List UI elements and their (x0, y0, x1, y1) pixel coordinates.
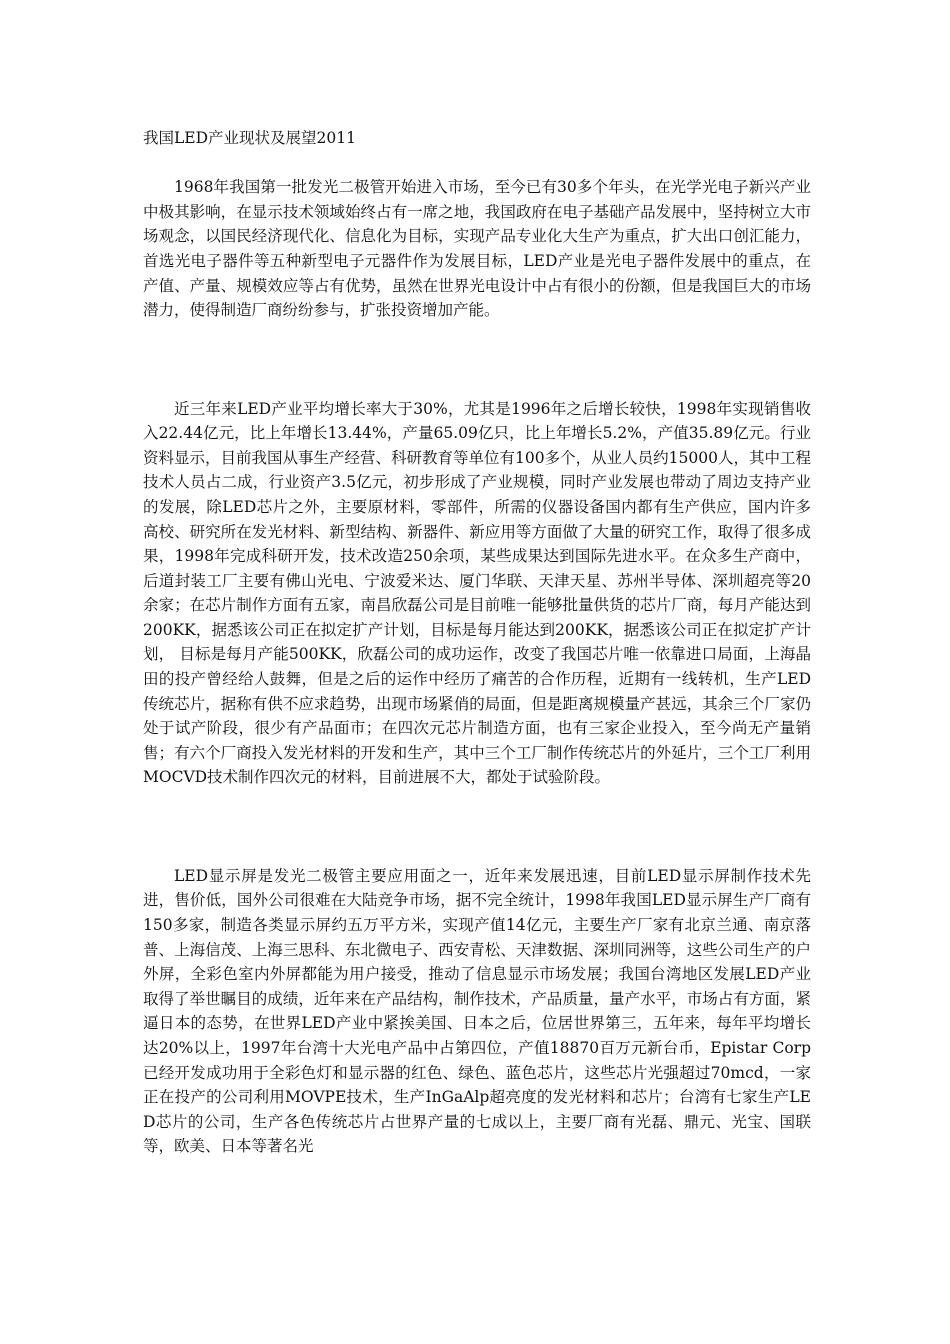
paragraph-display-screens: LED显示屏是发光二极管主要应用面之一，近年来发展迅速，目前LED显示屏制作技术先进，售价低，国外公司很难在大陆竞争市场，据不完全统计，1998年我国LED显示屏生产厂商有150多家，制造各类显示屏约五万平方米，实现产值14亿元，主要生产厂家有北京兰通、南京落普、上海信茂、上海三思科、东北微电子、西安青松、天津数据、深圳同洲等，这些公司生产的户外屏，全彩色室内外屏都能为用户接受，推动了信息显示市场发展；我国台湾地区发展LED产业取得了举世瞩目的成绩，近年来在产品结构，制作技术，产品质量，量产水平，市场占有方面，紧逼日本的态势，在世界LED产业中紧挨美国、日本之后，位居世界第三，五年来，每年平均增长达20%以上，1997年台湾十大光电产品中占第四位，产值18870百万元新台币，Epistar Corp已经开发成功用于全彩色灯和显示器的红色、绿色、蓝色芯片，这些芯片光强超过70mcd，一家正在投产的公司利用MOVPE技术，生产InGaAlp超亮度的发光材料和芯片；台湾有七家生产LED芯片的公司，生产各色传统芯片占世界产量的七成以上，主要厂商有光磊、鼎元、光宝、国联等，欧美、日本等著名光 (143, 866, 811, 1156)
paragraph-gap (143, 323, 811, 397)
paragraph-history: 1968年我国第一批发光二极管开始进入市场，至今已有30多个年头，在光学光电子新兴产业中极其影响，在显示技术领域始终占有一席之地，我国政府在电子基础产品发展中，坚持树立大市场观念，以国民经济现代化、信息化为目标，实现产品专业化大生产为重点，扩大出口创汇能力，首选光电子器件等五种新型电子元器件作为发展目标，LED产业是光电子器件发展中的重点，在产值、产量、规模效应等占有优势，虽然在世界光电设计中占有很小的份额，但是我国巨大的市场潜力，使得制造厂商纷纷参与，扩张投资增加产能。 (143, 178, 811, 320)
document-title: 我国LED产业现状及展望2011 (143, 129, 356, 147)
paragraph-industry-status: 近三年来LED产业平均增长率大于30%，尤其是1996年之后增长较快，1998年实现销售收入22.44亿元，比上年增长13.44%，产量65.09亿只，比上年增长5.2%，产值35.89亿元。行业资料显示，目前我国从事生产经营、科研教育等单位有100多个，从业人员约15000人，其中工程技术人员占二成，行业资产3.5亿元，初步形成了产业规模，同时产业发展也带动了周边支持产业的发展，除LED芯片之外，主要原材料，零部件，所需的仪器设备国内都有生产供应，国内许多高校、研究所在发光材料、新型结构、新器件、新应用等方面做了大量的研究工作，取得了很多成果，1998年完成科研开发，技术改造250余项，某些成果达到国际先进水平。在众多生产商中，后道封装工厂主要有佛山光电、宁波爱米达、厦门华联、天津天星、苏州半导体、深圳超亮等20余家；在芯片制作方面有五家，南昌欣磊公司是目前唯一能够批量供货的芯片厂商，每月产能达到200KK，据悉该公司正在拟定扩产计划，目标是每月能达到200KK，据悉该公司正在拟定扩产计划， 目标是每月产能500KK，欣磊公司的成功运作，改变了我国芯片唯一依靠进口局面，上海晶田的投产曾经给人鼓舞，但是之后的运作中经历了痛苦的合作历程，近期有一线转机，生产LED传统芯片，据称有供不应求趋势，出现市场紧俏的局面，但是距离规模量产甚远，其余三个厂家仍处于试产阶段，很少有产品面市；在四次元芯片制造方面，也有三家企业投入，至今尚无产量销售；有六个厂商投入发光材料的开发和生产，其中三个工厂制作传统芯片的外延片，三个工厂利用MOCVD技术制作四次元的材料，目前进展不大，都处于试验阶段。 (143, 399, 811, 787)
document-body (143, 126, 811, 1159)
blank-line (143, 151, 811, 176)
paragraph-gap (143, 790, 811, 864)
